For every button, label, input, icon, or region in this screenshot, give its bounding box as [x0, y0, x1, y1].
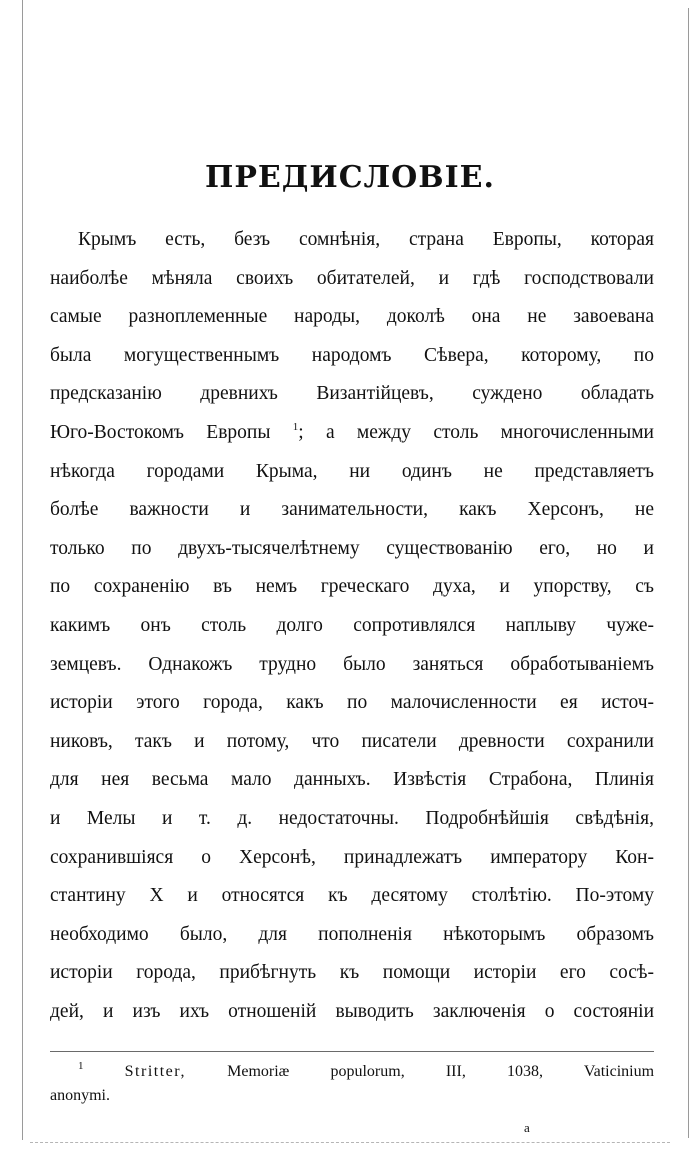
- text-line: дей, и изъ ихъ отношеній выводить заключенія о состояніи: [50, 1000, 654, 1022]
- preface-text: [50, 221, 654, 1031]
- footnote-line: anonymi.: [50, 1087, 110, 1104]
- text-line: какимъ онъ столь долго сопротивлялся наплыву чуже-: [50, 614, 654, 636]
- text-line: наиболѣе мѣняла своихъ обитателей, и гдѣ господствовали: [50, 267, 654, 289]
- text-line: земцевъ. Однакожъ трудно было заняться обработываніемъ: [50, 653, 654, 675]
- footnote-mark: 1: [78, 1060, 84, 1072]
- text-line-tail: ; а между столь многочисленными: [298, 421, 654, 443]
- text-line: для нея весьма мало данныхъ. Извѣстія Страбона, Плинія: [50, 769, 654, 791]
- footnote: [50, 1060, 654, 1108]
- text-line: предсказанію древнихъ Византійцевъ, суждено обладать: [50, 383, 654, 405]
- text-line: исторіи города, прибѣгнуть къ помощи исторіи его сосѣ-: [50, 962, 654, 984]
- text-line: только по двухъ-тысячелѣтнему существованію его, но и: [50, 537, 654, 559]
- text-line: никовъ, такъ и потому, что писатели древности сохранили: [50, 730, 654, 752]
- text-line: самые разноплеменные народы, доколѣ она не завоевана: [50, 306, 654, 328]
- text-line: [50, 414, 654, 453]
- page-bottom-edge: [30, 1142, 670, 1144]
- footnote-citation: Memoriæ populorum, III, 1038, Vaticinium: [227, 1063, 655, 1080]
- text-line-head: Юго-Востокомъ Европы: [50, 421, 271, 443]
- text-line: Крымъ есть, безъ сомнѣнія, страна Европы, которая: [78, 229, 654, 250]
- text-line: нѣкогда городами Крыма, ни одинъ не представляетъ: [50, 460, 654, 482]
- text-line: стантину X и относятся къ десятому столѣтію. По-этому: [50, 885, 654, 907]
- text-line: необходимо было, для пополненія нѣкоторымъ образомъ: [50, 923, 654, 945]
- signature-mark: a: [524, 1120, 530, 1135]
- footnote-line: [50, 1060, 654, 1084]
- page-title: ПРЕДИСЛОВІЕ.: [204, 160, 495, 195]
- text-line: болѣе важности и занимательности, какъ Херсонъ, не: [50, 499, 654, 521]
- text-line: и Мелы и т. д. недостаточны. Подробнѣйшія свѣдѣнія,: [50, 807, 654, 829]
- footnote-author: Stritter,: [124, 1063, 186, 1080]
- text-line: исторіи этого города, какъ по малочисленности ея источ-: [50, 692, 654, 714]
- footnote-separator: [50, 1051, 654, 1052]
- footnote-reference[interactable]: 1: [292, 420, 299, 433]
- text-line: сохранившіяся о Херсонѣ, принадлежатъ императору Кон-: [50, 846, 654, 868]
- text-line: была могущественнымъ народомъ Сѣвера, которому, по: [50, 344, 654, 366]
- text-line: по сохраненію въ немъ греческаго духа, и упорству, съ: [50, 576, 654, 598]
